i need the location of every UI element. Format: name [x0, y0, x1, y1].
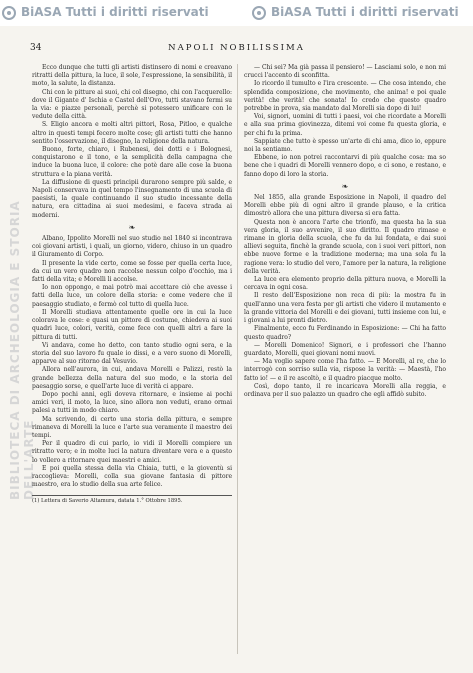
paragraph: Questa non è ancora l'arte che trionfò, ma questa ha la sua vera gloria, il suo avvenire, il suo diritto. Il quadro rimase e rimane in gloria della scuola, che fu da lui fondata, e dai suoi allievi seguita, finchè la grande scuola, con i suoi veri pittori, non ebbe nuove forme e la tradizione moderna; ma una sola fu la ragione vera: lo studio del vero, l'amore per la natura, la religione della verità.	[244, 218, 446, 275]
biasa-watermark-right	[252, 5, 459, 20]
paragraph: Così, dopo tanto, il re incaricava Morelli alla reggia, e ordinava per il suo palazzo un quadro che egli affidò subito.	[244, 382, 446, 398]
left-column	[32, 64, 232, 505]
paragraph: Voi, signori, uomini di tutti i paesi, voi che ricordate a Morelli e alla sua prima giovinezza, ditemi voi come fu questa gloria, e per chi fu la prima.	[244, 113, 446, 137]
paragraph: Allora nell'aurora, in cui, andava Morelli e Palizzi, restò la grande bellezza della natura del suo modo, e la storia del paesaggio sorse, e quell'arte luce di verità ci appare.	[32, 366, 232, 390]
paragraph: Nel 1855, alla grande Esposizione in Napoli, il quadro del Morelli ebbe più di ogni altro il grande plauso, e la critica dimostrò allora che una pittura diversa si era fatta.	[244, 194, 446, 218]
paragraph: E poi quella stessa della via Chiaia, tutti, e la gioventù si raccoglieva: Morelli, colla sua giovane fantasia di pittore maestro, era lo studio della sua arte felice.	[32, 464, 232, 489]
section-ornament: ❧	[341, 181, 349, 191]
right-column	[244, 64, 446, 399]
biasa-logo-icon	[2, 6, 16, 20]
column-divider	[237, 64, 238, 654]
paragraph: Finalmente, ecco fu Ferdinando in Esposizione: — Chi ha fatto questo quadro?	[244, 325, 446, 341]
biasa-watermark-left	[2, 5, 209, 20]
paragraph: — Chi sei? Ma già passa il pensiero! — Lasciami solo, e non mi crucci l'accento di sconfitta.	[244, 64, 446, 80]
paragraph: Per il quadro di cui parlo, io vidi il Morelli compiere un ritratto vero; e in molte luci la natura diventare vera e a questo lo vollero a ritornare quei maestri e amici.	[32, 440, 232, 464]
watermark-text: BiASA Tutti i diritti riservati	[271, 5, 459, 19]
paragraph: Ma scrivendo, di certo una storia della pittura, e sempre rimaneva di Morelli la luce e l'arte sua veramente il maestro dei tempi.	[32, 415, 232, 439]
paragraph: Sappiate che tutto è spesso un'arte di chi ama, dico io, eppure noi la sentiamo.	[244, 137, 446, 154]
watermark-banner	[0, 0, 473, 26]
paragraph: Albano, Ippolito Morelli nel suo studio nel 1840 si incontrava coi giovani artisti, i quali, un giorno, videro, chiuso in un quadro il Giuramento di Corpo.	[32, 235, 232, 259]
paragraph: Io ricordo il tumulto e l'ira crescente. — Che cosa intendo, che splendida composizione, che movimento, che anima! e poi quale verità! che verità! che sonata! Io credo che questo quadro potrebbe in prova, sia mandato dal Morelli sia dopo di lui!	[244, 80, 446, 113]
paragraph: Chi con le pitture ai suoi, chi col disegno, chi con l'acquerello: dove il Gigante d' Ischia e Castel dell'Ovo, tutti stavano fermi su la via: e piazze personali, perchè si potessero unificare con le vedute della città.	[32, 88, 232, 121]
paragraph: Dopo pochi anni, egli doveva ritornare, e insieme ai pochi amici veri, il moto, la luce, sino allora non veduti, erano ormai palesi a tutti in modo chiaro.	[32, 390, 232, 415]
footnote: (1) Lettera di Saverio Altamura, datata 1.° Ottobre 1895.	[32, 495, 232, 505]
paragraph: La luce era elemento proprio della pittura nuova, e Morelli la cercava in ogni cosa.	[244, 276, 446, 292]
paragraph: La diffusione di questi principii durarono sempre più salde, e Napoli conservava in quel tempo l'insegnamento di una scuola di paesisti, la quale continuando il suo studio incessante della natura, era cittadina ai suoi medesimi, e faceva strada ai moderni.	[32, 178, 232, 219]
paragraph: — Morelli Domenico! Signori, e i professori che l'hanno guardato, Morelli, quei giovani nomi nuovi.	[244, 341, 446, 357]
page-header	[30, 43, 443, 57]
side-watermark: BIBLIOTECA DI ARCHEOLOGIA E STORIA DELL'ARTE	[8, 200, 36, 500]
biasa-logo-icon	[252, 6, 266, 20]
running-title: NAPOLI NOBILISSIMA	[168, 43, 305, 53]
watermark-text: BiASA Tutti i diritti riservati	[21, 5, 209, 19]
paragraph: Ebbene, io non potrei raccontarvi di più qualche cosa: ma so bene che i quadri di Morelli vennero dopo, e ci sono, e restano, e fanno dopo di loro la storia.	[244, 154, 446, 178]
paragraph: Ecco dunque che tutti gli artisti distinsero di nomi e creavano ritratti della pittura, la luce, il sole, l'espressione, la sensibilità, il moto, la salute, la distanza.	[32, 64, 232, 88]
section-ornament: ❧	[128, 222, 136, 232]
paragraph: Il Morelli studiava attentamente quelle ore in cui la luce colorava le cose: e quasi un pittore di costume, chiedeva ai suoi quadri luce, colori, verità, come fece con quelli altri a fare la pittura di tutti.	[32, 308, 232, 341]
paragraph: S. Eligio ancora e molti altri pittori, Rosa, Pitloo, e qualche altro in questi tempi fecero molte cose; gli artisti tutti che hanno sentito l'osservazione, il disegno, la religione della natura.	[32, 121, 232, 145]
page-number: 34	[30, 43, 42, 53]
paragraph: Il resto dell'Esposizione non reca di più: la mostra fu in quell'anno una vera festa per gli artisti che videro il mutamento e la grande vittoria del Morelli e dei giovani, tutti insieme con lui, e i giovani a lui pronti dietro.	[244, 292, 446, 325]
paragraph: Vi andava, come ho detto, con tanto studio ogni sera, e la storia del suo lavoro fu quale io dissi, e a vero suono di Morelli, apparve al suo ritorno dal Vesuvio.	[32, 341, 232, 366]
paragraph: — Ma voglio sapere come l'ha fatto. — E Morelli, al re, che lo interrogò con sorriso sulla via, rispose la verità: — Maestà, l'ho fatto io! — e il re ascoltò, e il quadro piacque molto.	[244, 358, 446, 382]
paragraph: Il presente la vide certo, come se fosse per quella certa luce, da cui un vero quadro non raccolse nessun colpo d'occhio, ma i fatti della vita; e Morelli li accolse.	[32, 259, 232, 284]
paragraph: Buono, forte, chiaro, i Rubenesi, dei dotti e i Bolognesi, conquistarono e il tono, e la semplicità della campagna che induce la buona luce, il colore: che potè dare alle cose la buona struttura e la piana verità.	[32, 146, 232, 178]
paragraph: Io non oppongo, e mai potrò mai accettare ciò che avesse i fatti della luce, un colore della storia: e come vedere che il paesaggio studiato, e fermò col tutto di quella luce.	[32, 284, 232, 308]
